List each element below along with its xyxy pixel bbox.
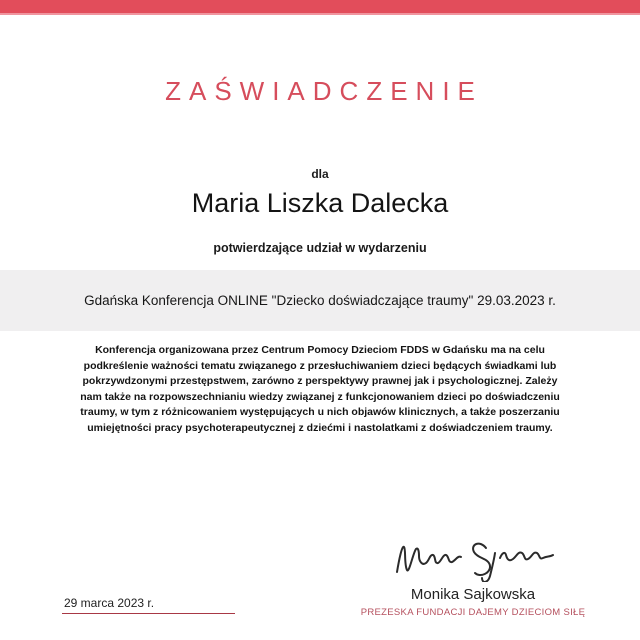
confirmation-text: potwierdzające udział w wydarzeniu <box>213 241 427 255</box>
top-accent-bar <box>0 0 640 15</box>
description-line: traumy, w tym z różnicowaniem występujących u nich objawów klinicznych, a także poszerzaniu <box>80 406 560 418</box>
event-description <box>0 343 640 436</box>
recipient-name: Maria Liszka Dalecka <box>191 188 449 218</box>
event-band <box>0 270 640 331</box>
description-line: Konferencja organizowana przez Centrum Pomocy Dzieciom FDDS w Gdańsku ma na celu <box>95 344 545 356</box>
issue-date: 29 marca 2023 r. <box>64 596 155 610</box>
signer-title: PREZESKA FUNDACJI DAJEMY DZIECIOM SIŁĘ <box>360 607 586 618</box>
signer-name: Monika Sajkowska <box>410 586 536 603</box>
certificate-title: ZAŚWIADCZENIE <box>165 76 483 106</box>
event-title: Gdańska Konferencja ONLINE "Dziecko doświadczające traumy" 29.03.2023 r. <box>84 293 556 308</box>
date-underline <box>62 613 235 614</box>
description-line: nam także na rozpowszechnianiu wiedzy związanej z funkcjonowaniem dzieci po doświadczeniu <box>80 390 560 403</box>
recipient-label: dla <box>311 167 329 181</box>
handwritten-signature-icon <box>388 536 558 582</box>
description-line: pokrzywdzonymi przestępstwem, zarówno z perspektywy prawnej jak i psychologicznej. Zależy <box>82 375 558 387</box>
description-line: umiejętności pracy psychoterapeutycznej z dziećmi i nastolatkami z doświadczeniem traumy. <box>87 421 553 434</box>
description-line: podkreślenie ważności tematu związanego z przesłuchiwaniem dzieci będących świadkami lub <box>83 359 557 372</box>
